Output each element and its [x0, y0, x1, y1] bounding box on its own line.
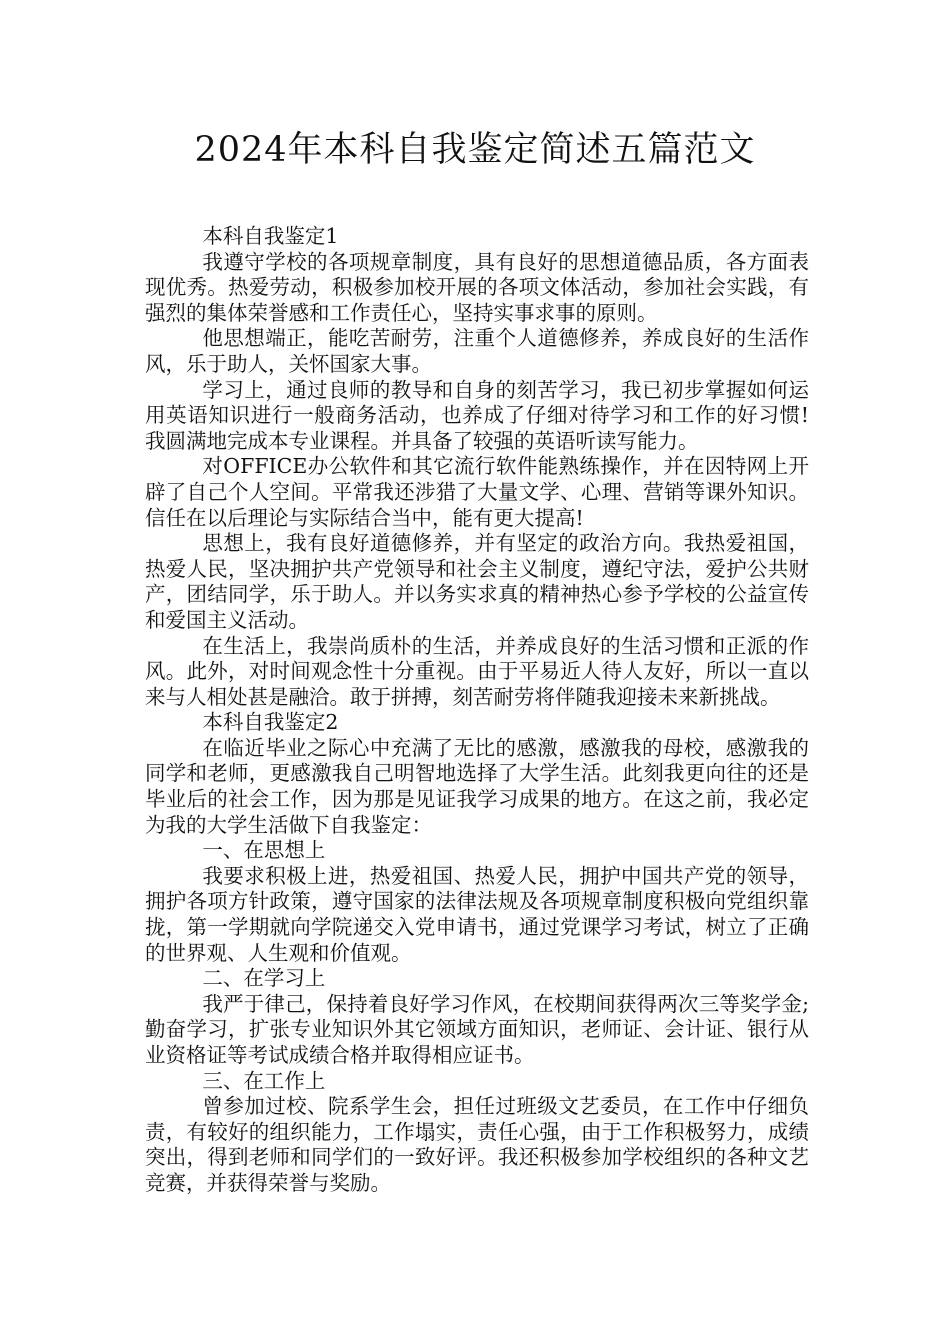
- paragraph: 我要求积极上进，热爱祖国、热爱人民，拥护中国共产党的领导，拥护各项方针政策，遵守国家的法律法规及各项规章制度积极向党组织靠拢，第一学期就向学院递交入党申请书，通过党课学习考试，树立了正确的世界观、人生观和价值观。: [145, 863, 809, 965]
- paragraph: 他思想端正，能吃苦耐劳，注重个人道德修养，养成良好的生活作风，乐于助人，关怀国家大事。: [145, 326, 809, 376]
- document-title: 2024年本科自我鉴定简述五篇范文: [194, 130, 756, 170]
- subheading-work: 三、在工作上: [202, 1068, 326, 1093]
- section-heading-1: 本科自我鉴定1: [202, 224, 339, 248]
- paragraph: 我严于律己，保持着良好学习作风，在校期间获得两次三等奖学金;勤奋学习，扩张专业知识外其它领域方面知识，老师证、会计证、银行从业资格证等考试成绩合格并取得相应证书。: [145, 991, 809, 1067]
- paragraph: 我遵守学校的各项规章制度，具有良好的思想道德品质，各方面表现优秀。热爱劳动，积极参加校开展的各项文体活动，参加社会实践，有强烈的集体荣誉感和工作责任心，坚持实事求事的原则。: [145, 249, 809, 325]
- subheading-thought: 一、在思想上: [202, 838, 326, 863]
- document-body: [145, 224, 809, 1197]
- paragraph: 对OFFICE办公软件和其它流行软件能熟练操作，并在因特网上开辟了自己个人空间。平常我还涉猎了大量文学、心理、营销等课外知识。信任在以后理论与实际结合当中，能有更大提高!: [145, 454, 809, 530]
- section-heading-2: 本科自我鉴定2: [202, 710, 339, 735]
- paragraph: 思想上，我有良好道德修养，并有坚定的政治方向。我热爱祖国，热爱人民，坚决拥护共产党领导和社会主义制度，遵纪守法，爱护公共财产，团结同学，乐于助人。并以务实求真的精神热心参予学校的公益宣传和爱国主义活动。: [145, 531, 809, 632]
- paragraph: 在临近毕业之际心中充满了无比的感激，感激我的母校，感激我的同学和老师，更感激我自己明智地选择了大学生活。此刻我更向往的还是毕业后的社会工作，因为那是见证我学习成果的地方。在这之前，我必定为我的大学生活做下自我鉴定：: [145, 735, 809, 837]
- paragraph: 学习上，通过良师的教导和自身的刻苦学习，我已初步掌握如何运用英语知识进行一般商务活动，也养成了仔细对待学习和工作的好习惯!我圆满地完成本专业课程。并具备了较强的英语听读写能力。: [145, 377, 809, 453]
- paragraph: 在生活上，我崇尚质朴的生活，并养成良好的生活习惯和正派的作风。此外，对时间观念性十分重视。由于平易近人待人友好，所以一直以来与人相处甚是融洽。敢于拼搏，刻苦耐劳将伴随我迎接未来新挑战。: [145, 633, 809, 709]
- subheading-study: 二、在学习上: [202, 966, 326, 991]
- paragraph: 曾参加过校、院系学生会，担任过班级文艺委员，在工作中仔细负责，有较好的组织能力，工作塌实，责任心强，由于工作积极努力，成绩突出，得到老师和同学们的一致好评。我还积极参加学校组织的各种文艺竞赛，并获得荣誉与奖励。: [145, 1094, 809, 1195]
